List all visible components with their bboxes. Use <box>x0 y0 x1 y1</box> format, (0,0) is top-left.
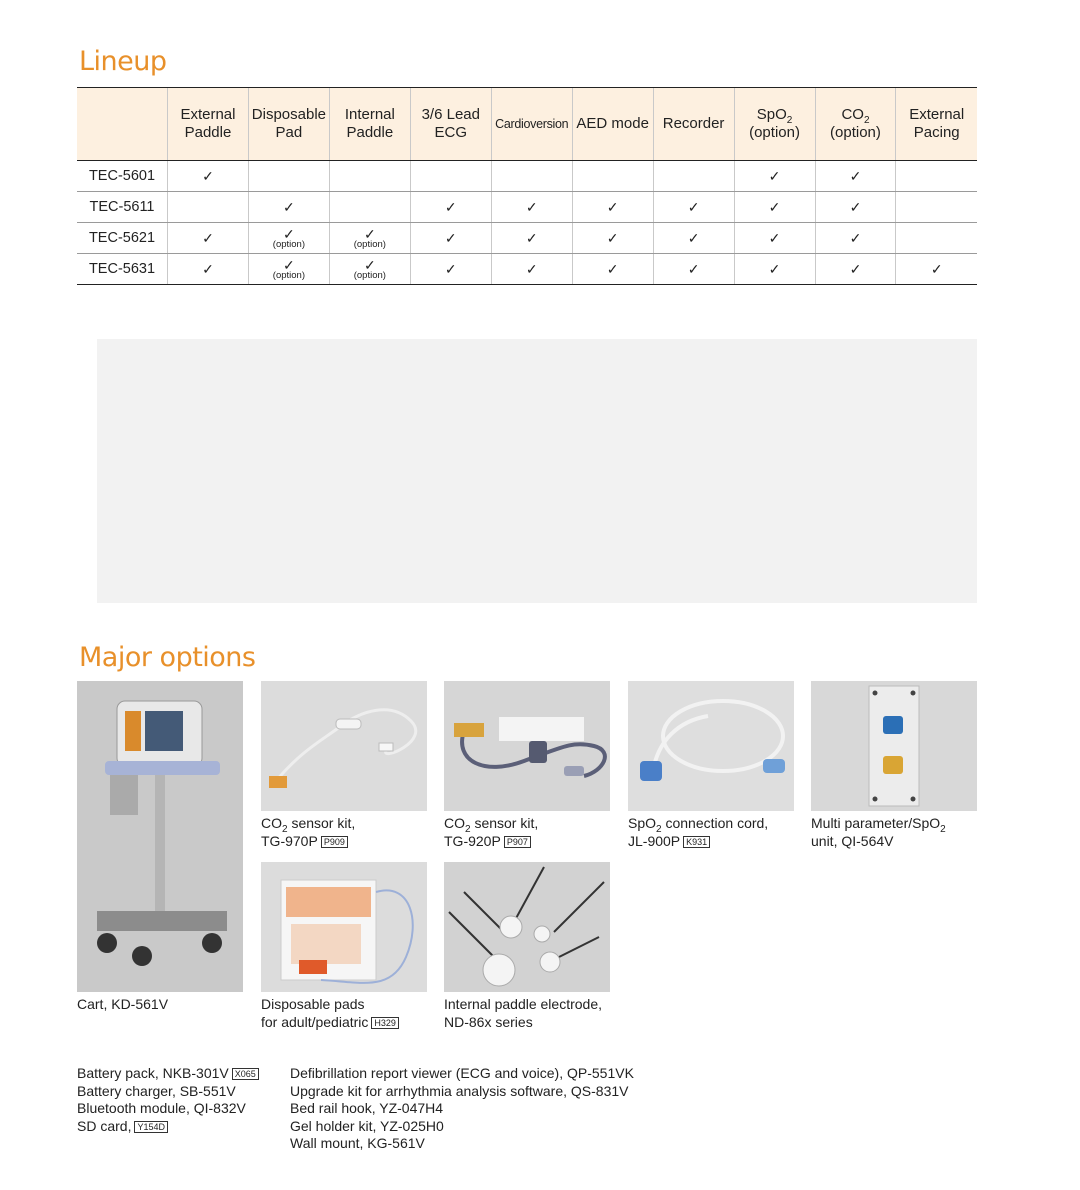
check-mark: ✓ <box>849 261 862 277</box>
lineup-row <box>77 192 977 223</box>
feature-empty <box>329 161 410 192</box>
feature-check <box>168 223 249 254</box>
feature-check <box>734 192 815 223</box>
check-mark: ✓ <box>202 168 214 184</box>
check-mark: ✓ <box>849 168 862 184</box>
list-item: Upgrade kit for arrhythmia analysis software, QS-831V <box>290 1082 629 1099</box>
cart-caption: Cart, KD-561V <box>77 996 169 1012</box>
code-box: Y154D <box>134 1121 168 1133</box>
header-cardioversion: Cardioversion <box>491 88 572 161</box>
list-item: Wall mount, KG-561V <box>290 1135 425 1151</box>
co2-sensor-kit-970p-caption: $CO_2$ sensor kit, TG-970P P909 <box>261 815 356 849</box>
feature-check-option <box>248 223 329 254</box>
lineup-table <box>77 87 977 285</box>
feature-check <box>491 254 572 285</box>
code-box: P909 <box>321 836 348 848</box>
check-mark: ✓ <box>930 261 943 277</box>
co2-sensor-kit-920p-caption: $CO_2$ sensor kit, TG-920P P907 <box>444 815 539 849</box>
feature-check <box>734 254 815 285</box>
lineup-body <box>77 161 977 285</box>
feature-check <box>410 223 491 254</box>
feature-check <box>168 254 249 285</box>
feature-check <box>815 223 896 254</box>
options-title: Major options <box>79 642 256 673</box>
list-item: Defibrillation report viewer (ECG and voice), QP-551VK <box>290 1065 634 1081</box>
list-item-text: SD card, <box>77 1117 132 1134</box>
check-mark: ✓ <box>768 230 781 246</box>
multi-parameter-unit-caption: Multi parameter/SpO$_2$ unit, QI-564V <box>811 815 946 849</box>
list-item <box>77 1065 259 1083</box>
header-recorder: Recorder <box>653 88 734 161</box>
co2-sensor-kit-920p-photo <box>444 681 610 811</box>
check-mark: ✓ <box>525 261 538 277</box>
feature-check-option <box>329 254 410 285</box>
code-box: X065 <box>232 1068 259 1080</box>
feature-check <box>572 223 653 254</box>
list-item-text: Battery pack, NKB-301V <box>77 1065 229 1081</box>
internal-paddle-caption: Internal paddle electrode, ND-86x series <box>444 996 602 1030</box>
option-note: (option) <box>353 270 386 281</box>
feature-check <box>815 161 896 192</box>
check-mark: ✓ <box>849 199 862 215</box>
check-mark: ✓ <box>687 230 700 246</box>
header-disposable-pad: Disposable Pad <box>248 88 329 161</box>
check-mark: ✓ <box>283 226 295 242</box>
list-item-text: Bluetooth module, QI-832V <box>77 1100 246 1116</box>
feature-empty <box>896 161 977 192</box>
feature-check <box>815 192 896 223</box>
check-mark: ✓ <box>363 257 376 273</box>
disposable-pads-photo <box>261 862 427 992</box>
check-mark: ✓ <box>283 257 295 273</box>
list-item: Gel holder kit, YZ-025H0 <box>290 1117 444 1134</box>
spo2-connection-cord-photo <box>628 681 794 811</box>
feature-check <box>734 161 815 192</box>
header-spo2: SpO$_2$ (option) <box>734 88 815 161</box>
list-item <box>77 1118 259 1136</box>
list-item: Bed rail hook, YZ-047H4 <box>290 1100 444 1116</box>
check-mark: ✓ <box>202 230 214 246</box>
header-external-paddle: External Paddle <box>168 88 249 161</box>
feature-empty <box>896 192 977 223</box>
code-box: H329 <box>371 1017 399 1029</box>
code-box: P907 <box>504 836 531 848</box>
model-name: TEC-5621 <box>77 223 168 254</box>
option-note: (option) <box>353 239 386 250</box>
check-mark: ✓ <box>606 261 619 277</box>
feature-check <box>491 192 572 223</box>
check-mark: ✓ <box>444 199 457 215</box>
feature-empty <box>410 161 491 192</box>
feature-empty <box>491 161 572 192</box>
check-mark: ✓ <box>606 230 619 246</box>
check-mark: ✓ <box>283 199 295 215</box>
disposable-pads-caption: Disposable pads for adult/pediatric H329 <box>261 995 399 1031</box>
check-mark: ✓ <box>606 199 619 215</box>
code-box: K931 <box>683 836 710 848</box>
feature-check <box>815 254 896 285</box>
check-mark: ✓ <box>444 230 457 246</box>
feature-check-option <box>329 223 410 254</box>
list-item-text: Battery charger, SB-551V <box>77 1082 236 1099</box>
feature-check <box>653 223 734 254</box>
feature-empty <box>653 161 734 192</box>
check-mark: ✓ <box>849 230 862 246</box>
check-mark: ✓ <box>768 261 781 277</box>
model-name: TEC-5601 <box>77 161 168 192</box>
feature-check-option <box>248 254 329 285</box>
feature-check <box>410 254 491 285</box>
feature-empty <box>329 192 410 223</box>
check-mark: ✓ <box>525 199 538 215</box>
feature-check <box>734 223 815 254</box>
feature-check <box>168 161 249 192</box>
list-item <box>77 1083 259 1101</box>
feature-check <box>572 254 653 285</box>
header-lead-ecg: 3/6 Lead ECG <box>410 88 491 161</box>
feature-check <box>572 192 653 223</box>
check-mark: ✓ <box>202 261 214 277</box>
header-model <box>77 88 168 161</box>
options-list-right <box>290 1065 634 1153</box>
model-name: TEC-5611 <box>77 192 168 223</box>
spo2-connection-cord-caption: SpO$_2$ connection cord, JL-900P K931 <box>628 815 769 849</box>
check-mark: ✓ <box>444 261 457 277</box>
option-note: (option) <box>272 270 306 281</box>
feature-check <box>410 192 491 223</box>
feature-check <box>896 254 977 285</box>
list-item <box>77 1100 259 1118</box>
feature-check <box>653 254 734 285</box>
lineup-row <box>77 161 977 192</box>
model-name: TEC-5631 <box>77 254 168 285</box>
header-co2: $CO_2$ (option) <box>815 88 896 161</box>
feature-empty <box>168 192 249 223</box>
co2-sensor-kit-970p-photo <box>261 681 427 811</box>
cart-photo <box>77 681 243 992</box>
placeholder-panel <box>97 339 977 603</box>
check-mark: ✓ <box>525 230 538 246</box>
header-internal-paddle: Internal Paddle <box>329 88 410 161</box>
feature-empty <box>572 161 653 192</box>
multi-parameter-unit-photo <box>811 681 977 811</box>
check-mark: ✓ <box>768 168 781 184</box>
option-note: (option) <box>272 239 306 250</box>
check-mark: ✓ <box>363 226 376 242</box>
options-list-left <box>77 1065 259 1135</box>
lineup-header-row <box>77 88 977 161</box>
lineup-row <box>77 254 977 285</box>
lineup-row <box>77 223 977 254</box>
feature-empty <box>896 223 977 254</box>
internal-paddle-photo <box>444 862 610 992</box>
lineup-title: Lineup <box>79 46 167 77</box>
feature-check <box>491 223 572 254</box>
header-aed-mode: AED mode <box>572 88 653 161</box>
check-mark: ✓ <box>687 199 700 215</box>
feature-empty <box>248 161 329 192</box>
check-mark: ✓ <box>768 199 781 215</box>
check-mark: ✓ <box>687 261 700 277</box>
header-external-pacing: External Pacing <box>896 88 977 161</box>
feature-check <box>653 192 734 223</box>
feature-check <box>248 192 329 223</box>
